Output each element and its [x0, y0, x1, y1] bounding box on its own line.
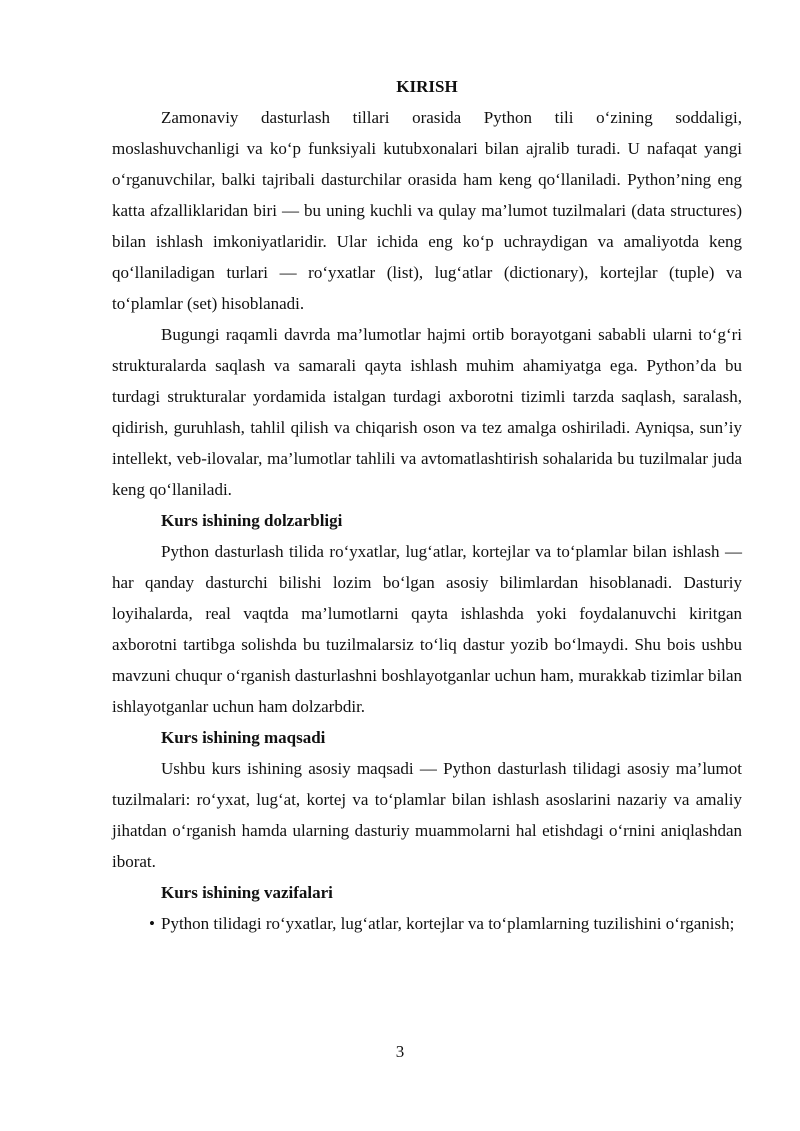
task-item: [112, 908, 742, 939]
tasks-heading: Kurs ishining vazifalari: [161, 883, 333, 902]
goal-heading: Kurs ishining maqsadi: [161, 728, 326, 747]
document-page: [112, 72, 742, 939]
page-number: 3: [395, 1042, 405, 1061]
document-title: KIRISH: [396, 77, 458, 96]
relevance-heading: Kurs ishining dolzarbligi: [161, 511, 343, 530]
relevance-paragraph: Python dasturlash tilida ro‘yxatlar, lug‘atlar, kortejlar va to‘plamlar bilan ishlash — har qanday dasturchi bilishi lozim bo‘lgan asosiy bilimlardan hisoblanadi. Dasturiy loyihalarda, real vaqtda ma’lumotlarni qayta ishlashda yoki foydalanuvchi kiritgan axborotni tartibga solishda bu tuzilmalarsiz to‘liq dastur yozib bo‘lmaydi. Shu bois ushbu mavzuni chuqur o‘rganish dasturlashni boshlayotganlar uchun ham, murakkab tizimlar bilan ishlayotganlar uchun ham dolzarbdir.: [112, 542, 742, 716]
intro-paragraph-1: Zamonaviy dasturlash tillari orasida Python tili o‘zining soddaligi, moslashuvchanligi va ko‘p funksiyali kutubxonalari bilan ajralib turadi. U nafaqat yangi o‘rganuvchilar, balki tajribali dasturchilar orasida ham keng qo‘llaniladi. Python’ning eng katta afzalliklaridan biri — bu uning kuchli va qulay ma’lumot tuzilmalari (data structures) bilan ishlash imkoniyatlaridir. Ular ichida eng ko‘p uchraydigan va amaliyotda keng qo‘llaniladigan turlari — ro‘yxatlar (list), lug‘atlar (dictionary), kortejlar (tuple) va to‘plamlar (set) hisoblanadi.: [112, 108, 742, 313]
goal-paragraph: Ushbu kurs ishining asosiy maqsadi — Python dasturlash tilidagi asosiy ma’lumot tuzilmalari: ro‘yxat, lug‘at, kortej va to‘plamlar bilan ishlash asoslarini nazariy va amaliy jihatdan o‘rganish hamda ularning dasturiy muammolarni hal etishdagi o‘rnini aniqlashdan iborat.: [112, 759, 742, 871]
task-item-text: Python tilidagi ro‘yxatlar, lug‘atlar, kortejlar va to‘plamlarning tuzilishini o‘rganish;: [161, 914, 735, 933]
bullet-icon: •: [149, 914, 155, 933]
intro-paragraph-2: Bugungi raqamli davrda ma’lumotlar hajmi ortib borayotgani sababli ularni to‘g‘ri strukturalarda saqlash va samarali qayta ishlash muhim ahamiyatga ega. Python’da bu turdagi strukturalar yordamida istalgan turdagi axborotni tizimli tarzda saqlash, saralash, qidirish, guruhlash, tahlil qilish va chiqarish oson va tez amalga oshiriladi. Ayniqsa, sun’iy intellekt, veb-ilovalar, ma’lumotlar tahlili va avtomatlashtirish sohalarida bu tuzilmalar juda keng qo‘llaniladi.: [112, 325, 742, 499]
